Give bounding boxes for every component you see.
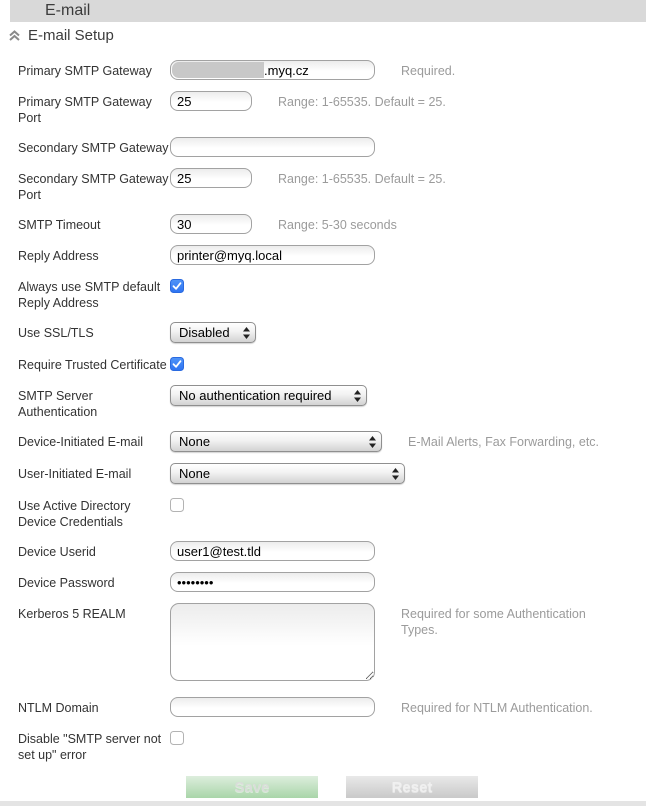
- redacted-value-block: [172, 62, 264, 78]
- field-label: Use SSL/TLS: [18, 326, 94, 340]
- bottom-divider: [0, 801, 646, 806]
- reply-address-input[interactable]: [170, 245, 375, 265]
- field-row-smtp-timeout: [18, 214, 646, 234]
- secondary-smtp-gateway-input[interactable]: [170, 137, 375, 157]
- disable-smtp-error-checkbox[interactable]: [170, 731, 184, 745]
- email-setup-form: [0, 48, 646, 798]
- device-initiated-email-select[interactable]: [170, 431, 382, 452]
- field-row-primary-smtp-gateway: [18, 60, 646, 80]
- always-use-smtp-default-reply-checkbox[interactable]: [170, 279, 184, 293]
- field-label: NTLM Domain: [18, 701, 99, 715]
- field-label: Primary SMTP Gateway: [18, 64, 152, 78]
- page-title: E-mail: [45, 2, 91, 19]
- form-actions: [18, 776, 646, 798]
- use-ssl-tls-select[interactable]: [170, 322, 256, 343]
- select-arrows-icon: [369, 436, 376, 448]
- field-row-kerberos-5-realm: [18, 603, 646, 686]
- select-value: No authentication required: [179, 388, 332, 403]
- field-label: Kerberos 5 REALM: [18, 607, 126, 621]
- select-value: Disabled: [179, 325, 230, 340]
- select-arrows-icon: [243, 327, 250, 339]
- device-password-input[interactable]: [170, 572, 375, 592]
- smtp-timeout-input[interactable]: [170, 214, 252, 234]
- page-header-bar: [10, 0, 646, 22]
- field-row-always-use-smtp-default-reply-address: [18, 276, 646, 311]
- field-label: Device Password: [18, 576, 115, 590]
- field-label: User-Initiated E-mail: [18, 467, 132, 481]
- secondary-smtp-gateway-port-input[interactable]: [170, 168, 252, 188]
- field-row-reply-address: [18, 245, 646, 265]
- select-value: None: [179, 434, 211, 449]
- ntlm-domain-input[interactable]: [170, 697, 375, 717]
- field-row-primary-smtp-gateway-port: [18, 91, 646, 126]
- select-arrows-icon: [392, 468, 399, 480]
- field-row-disable-smtp-not-set-up-error: [18, 728, 646, 763]
- field-label: Use Active Directory Device Credentials: [18, 499, 131, 529]
- section-title: E-mail Setup: [28, 27, 114, 44]
- smtp-server-authentication-select[interactable]: [170, 385, 367, 406]
- device-userid-input[interactable]: [170, 541, 375, 561]
- select-value: None: [179, 466, 211, 481]
- primary-smtp-gateway-input[interactable]: [170, 60, 375, 80]
- field-hint: E-Mail Alerts, Fax Forwarding, etc.: [408, 435, 600, 449]
- field-row-ntlm-domain: [18, 697, 646, 717]
- require-trusted-certificate-checkbox[interactable]: [170, 357, 184, 371]
- field-row-smtp-server-authentication: [18, 385, 646, 420]
- field-row-use-active-directory-device-credentials: [18, 495, 646, 530]
- reset-button[interactable]: Reset: [346, 776, 478, 798]
- double-chevron-up-icon[interactable]: [8, 29, 21, 42]
- field-row-device-password: [18, 572, 646, 592]
- field-label: Disable "SMTP server not set up" error: [18, 732, 162, 762]
- field-hint: Range: 1-65535. Default = 25.: [278, 172, 446, 186]
- field-label: Device Userid: [18, 545, 96, 559]
- primary-smtp-gateway-port-input[interactable]: [170, 91, 252, 111]
- field-label: SMTP Server Authentication: [18, 389, 98, 419]
- field-hint: Required for some Authentication Types.: [401, 607, 586, 638]
- field-label: Primary SMTP Gateway Port: [18, 95, 152, 125]
- field-row-secondary-smtp-gateway-port: [18, 168, 646, 203]
- field-hint: Range: 1-65535. Default = 25.: [278, 95, 446, 109]
- kerberos-5-realm-textarea[interactable]: [170, 603, 375, 681]
- field-row-device-userid: [18, 541, 646, 561]
- field-row-use-ssl-tls: [18, 322, 646, 343]
- primary-smtp-gateway-value: .myq.cz: [264, 62, 309, 78]
- field-label: Reply Address: [18, 249, 99, 263]
- use-active-directory-credentials-checkbox[interactable]: [170, 498, 184, 512]
- field-hint: Range: 5-30 seconds: [278, 218, 397, 232]
- field-label: Secondary SMTP Gateway: [18, 141, 169, 155]
- select-arrows-icon: [354, 390, 361, 402]
- field-label: Always use SMTP default Reply Address: [18, 280, 161, 310]
- field-label: Device-Initiated E-mail: [18, 435, 144, 449]
- save-button[interactable]: Save: [186, 776, 318, 798]
- field-hint: Required for NTLM Authentication.: [401, 701, 593, 715]
- field-row-device-initiated-email: [18, 431, 646, 452]
- field-row-user-initiated-email: [18, 463, 646, 484]
- section-header[interactable]: [0, 22, 646, 48]
- field-row-require-trusted-certificate: [18, 354, 646, 374]
- field-label: SMTP Timeout: [18, 218, 101, 232]
- field-hint: Required.: [401, 64, 456, 78]
- field-label: Require Trusted Certificate: [18, 358, 167, 372]
- field-row-secondary-smtp-gateway: [18, 137, 646, 157]
- field-label: Secondary SMTP Gateway Port: [18, 172, 169, 202]
- user-initiated-email-select[interactable]: [170, 463, 405, 484]
